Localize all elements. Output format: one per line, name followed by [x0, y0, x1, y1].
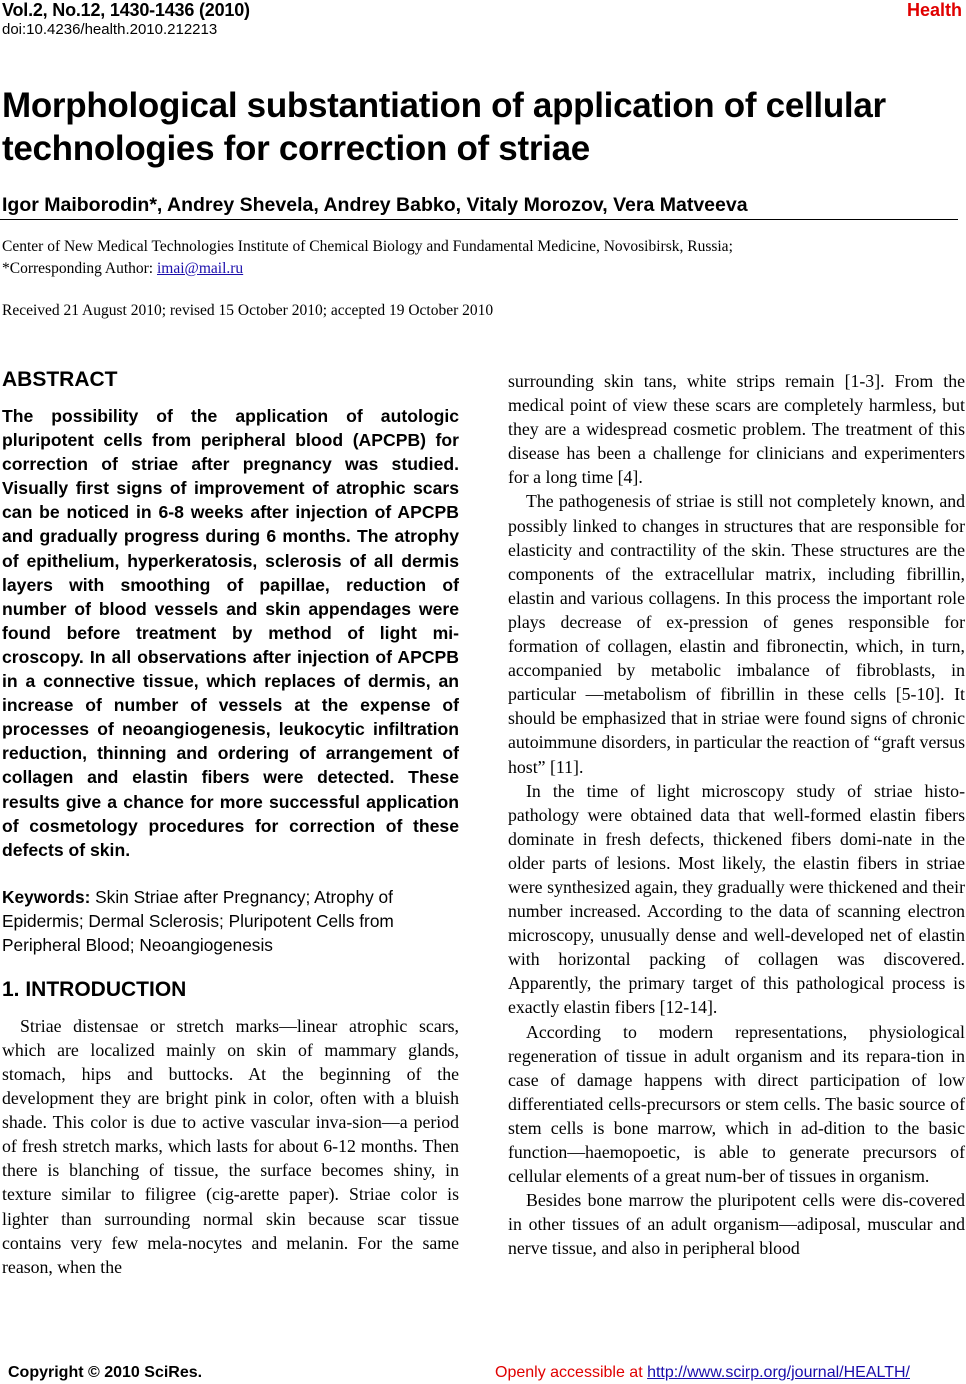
body-paragraph: In the time of light microscopy study of striae histo-pathology were obtained data that well-formed elastin fibers dominate in fresh defects, thickened fibers domi-nate in the older parts of lesions. Most likely, the elastin fibers in striae were synthesized again, they gradually were thickened and their number increased. According to the data of scanning electron microscopy, unusually dense and well-developed net of elastin with horizontal packing of collagen was discovered. Apparently, the primary target of this pathological process is exactly elastin fibers [12-14].	[508, 780, 965, 1018]
paper-title: Morphological substantiation of application of cellular technologies for correction of striae	[2, 86, 886, 168]
abstract-text: The possibility of the application of autologic pluripotent cells from peripheral blood (APCPB) for correction of striae after pregnancy was studied. Visually first signs of improvement of atrophic scars can be noticed in 6-8 weeks after injection of APCPB and gradually progress during 6 months. The atrophy of epithelium, hyperkeratosis, sclerosis of all dermis layers with smoothing of papillae, reduction of number of blood vessels and skin appendages were found before treatment by method of light mi-croscopy. In all observations after injection of APCPB in a connective tissue, which replaces of dermis, an increase of number of vessels at the expense of processes of neoangiogenesis, leukocytic infiltration reduction, thinning and ordering of arrangement of collagen and elastin fibers were detected. These results give a chance for more successful application of cosmetology procedures for correction of these defects of skin.	[2, 406, 459, 860]
body-paragraph: Striae distensae or stretch marks—linear atrophic scars, which are localized mainly on skin of mammary glands, stomach, hips and buttocks. At the beginning of the development they are bright pink in color, often with a bluish shade. This color is due to active vascular inva-sion—a period of fresh stretch marks, which lasts for about 6-12 months. Then there is blanching of tissue, the surface becomes shiny, in texture similar to filigree (cig-arette paper). Striae color is lighter than surrounding normal skin because scar tissue contains very few mela-nocytes and melanin. For the same reason, when the	[2, 1015, 459, 1277]
corresponding-author	[2, 258, 733, 280]
keywords	[2, 885, 459, 957]
left-column	[2, 366, 459, 1279]
body-paragraph: According to modern representations, physiological regeneration of tissue in adult organism and its repara-tion in case of damage happens with direct participation of low differentiated cells-precursors or stem cells. The basic source of stem cells is bone marrow, which in ad-dition to the basic function—haemopoetic, is able to generate precursors of cellular elements of a great num-ber of tissues in organism.	[508, 1021, 965, 1187]
keywords-text: Skin Striae after Pregnancy; Atrophy of Epidermis; Dermal Sclerosis; Pluripotent Cells from Peripheral Blood; Neoangiogenesis	[2, 886, 394, 955]
received-dates: Received 21 August 2010; revised 15 October 2010; accepted 19 October 2010	[2, 302, 494, 319]
right-column	[508, 369, 965, 1260]
journal-name: Health	[906, 0, 962, 20]
introduction-heading: 1. INTRODUCTION	[2, 977, 187, 1001]
journal-url-link[interactable]: http://www.scirp.org/journal/HEALTH/	[647, 1364, 910, 1381]
volume-info: Vol.2, No.12, 1430-1436 (2010)	[2, 0, 250, 20]
corresponding-label: *Corresponding Author:	[2, 260, 157, 277]
body-paragraph: The pathogenesis of striae is still not completely known, and possibly linked to changes in structures that are responsible for elasticity and contractility of the skin. These structures are the components of the extracellular matrix, including fibrillin, elastin and various collagens. In this process the important role plays decrease of ex-pression of genes responsible for formation of collagen, elastin and fibronectin, which, in turn, accompanied by metabolic imbalance of fibroblasts, in particular —metabolism of fibrillin in these cells [5-10]. It should be emphasized that in striae were found signs of chronic autoimmune disorders, in particular the reaction of “graft versus host” [11].	[508, 491, 965, 777]
affiliation-block	[2, 236, 733, 280]
email-link[interactable]: imai@mail.ru	[157, 260, 244, 277]
title-divider	[0, 219, 958, 220]
author-list: Igor Maiborodin*, Andrey Shevela, Andrey Babko, Vitaly Morozov, Vera Matveeva	[2, 194, 748, 216]
open-access-note	[495, 1364, 910, 1382]
institution: Center of New Medical Technologies Institute of Chemical Biology and Fundamental Medicine, Novosibirsk, Russia;	[2, 238, 733, 255]
open-access-label: Openly accessible at	[495, 1364, 648, 1381]
keywords-label: Keywords:	[2, 886, 91, 907]
body-paragraph: Besides bone marrow the pluripotent cells were dis-covered in other tissues of an adult organism—adiposal, muscular and nerve tissue, and also in peripheral blood	[508, 1190, 965, 1259]
copyright: Copyright © 2010 SciRes.	[8, 1364, 203, 1381]
abstract-heading: ABSTRACT	[2, 368, 118, 391]
body-paragraph: surrounding skin tans, white strips remain [1-3]. From the medical point of view these scars are completely harmless, but they are a widespread cosmetic problem. The treatment of this disease has been a challenge for clinicians and experimenters for a long time [4].	[508, 371, 965, 488]
doi: doi:10.4236/health.2010.212213	[2, 21, 218, 38]
